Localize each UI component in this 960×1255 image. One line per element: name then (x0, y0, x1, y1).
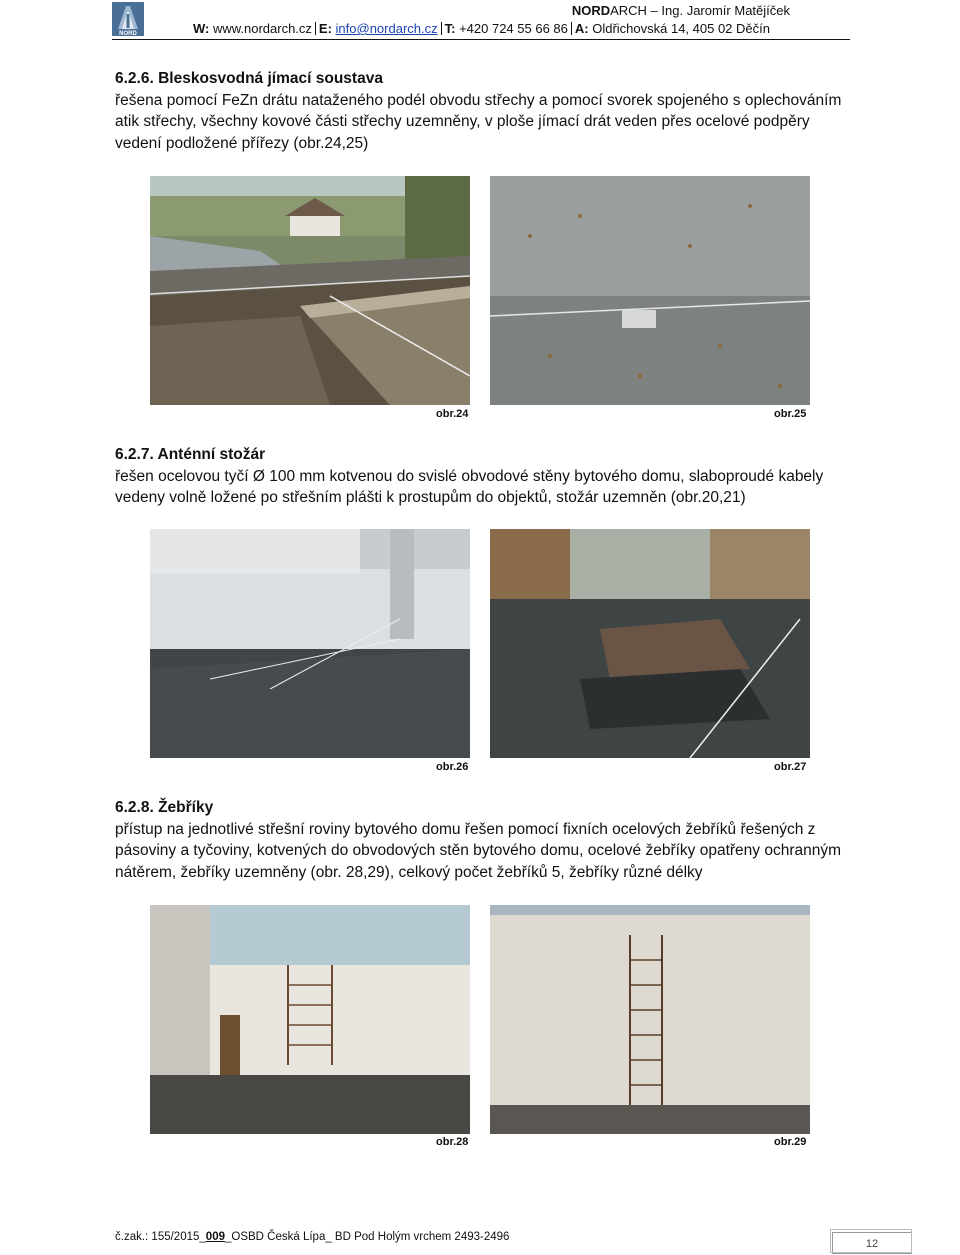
address: Oldřichovská 14, 405 02 Děčín (588, 21, 770, 36)
page-header (112, 0, 850, 40)
section-heading: 6.2.7. Anténní stožár (115, 446, 266, 463)
section-text: přístup na jednotlivé střešní roviny bytového domu řešen pomocí fixních ocelových žebříků řešených z pásoviny a tyčoviny, kotvených do obvodových stěn bytového domu, ocelové žebříky opatřeny ochranným nátěrem, žebříky uzemněny (obr. 28,29), celkový počet žebříků 5, žebříky různé délky (115, 820, 842, 881)
section-ladders (115, 797, 855, 883)
section-heading: 6.2.8. Žebříky (115, 799, 214, 816)
section-antenna (115, 444, 855, 509)
caption-obr29: obr.29 (774, 1136, 807, 1148)
photo-obr27 (490, 529, 810, 758)
footer-reference: č.zak.: 155/2015_009_OSBD Česká Lípa_ BD Pod Holým vrchem 2493-2496 (115, 1231, 510, 1243)
section-text: řešena pomocí FeZn drátu nataženého podél obvodu střechy a pomocí svorek spojeného s oplechováním atik střechy, všechny kovové části střechy uzemněny, v ploše jímací drát veden přes ocelové podpěry vedení podložené přířezy (obr.24,25) (115, 91, 842, 152)
photo-obr26 (150, 529, 470, 758)
caption-obr24: obr.24 (436, 408, 469, 420)
section-heading: 6.2.6. Bleskosvodná jímací soustava (115, 70, 383, 87)
contact-line: W: www.nordarch.cz E: info@nordarch.cz T: +420 724 55 66 86 A: Oldřichovská 14, 405 02 Děčín (192, 21, 770, 36)
photo-obr29 (490, 905, 810, 1134)
logo-text: NORD (119, 31, 137, 36)
nord-logo (112, 2, 144, 36)
caption-obr26: obr.26 (436, 761, 469, 773)
page-number: 12 (832, 1232, 912, 1254)
photo-obr25 (490, 176, 810, 405)
email-link[interactable]: info@nordarch.cz (335, 21, 438, 36)
section-lightning (115, 68, 855, 154)
website-link[interactable]: www.nordarch.cz (209, 21, 312, 36)
caption-obr27: obr.27 (774, 761, 807, 773)
phone: +420 724 55 66 86 (455, 21, 568, 36)
caption-obr25: obr.25 (774, 408, 807, 420)
company-title: NORDARCH – Ing. Jaromír Matějíček (571, 3, 790, 18)
caption-obr28: obr.28 (436, 1136, 469, 1148)
photo-obr24 (150, 176, 470, 405)
section-text: řešen ocelovou tyčí Ø 100 mm kotvenou do svislé obvodové stěny bytového domu, slaboproudé kabely vedeny volně ložené po střešním plášti k prostupům do objektů, stožár uzemněn (obr.20,21) (115, 467, 824, 506)
photo-obr28 (150, 905, 470, 1134)
